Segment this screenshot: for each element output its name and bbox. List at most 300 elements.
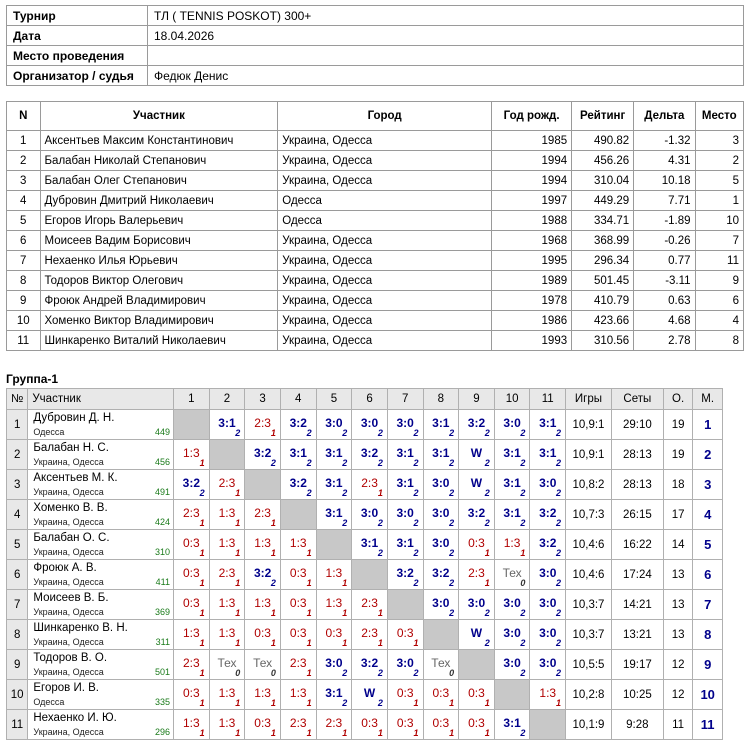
participant-cell: Украина, Одесса <box>278 251 492 271</box>
participant-cell: 296.34 <box>572 251 634 271</box>
match-points: 2 <box>556 458 562 468</box>
match-points: 1 <box>377 638 383 648</box>
row-number: 4 <box>7 500 28 530</box>
match-score: 3:2 <box>289 415 307 430</box>
player-cell <box>28 530 174 560</box>
match-result-cell <box>209 680 245 710</box>
match-result-cell <box>316 620 352 650</box>
match-points: 1 <box>199 548 205 558</box>
participant-cell: 6 <box>695 291 743 311</box>
match-result-cell <box>245 590 281 620</box>
match-result-cell <box>245 710 281 740</box>
match-result-cell <box>494 650 530 680</box>
match-result-cell <box>352 650 388 680</box>
match-score: 1:3 <box>182 445 200 460</box>
player-rating: 369 <box>154 607 171 617</box>
diagonal-cell <box>280 500 316 530</box>
participant-cell: 1985 <box>492 131 572 151</box>
match-result-cell <box>280 530 316 560</box>
player-rating: 335 <box>154 697 171 707</box>
match-result-cell <box>459 500 495 530</box>
match-result-cell <box>316 410 352 440</box>
match-points: 2 <box>484 488 490 498</box>
games-cell: 10,7:3 <box>566 500 612 530</box>
match-score: 0:3 <box>396 715 414 730</box>
match-score: W <box>363 685 376 700</box>
player-rating: 501 <box>154 667 171 677</box>
match-points: 2 <box>413 668 419 678</box>
participant-cell: Егоров Игорь Валерьевич <box>40 211 278 231</box>
match-score: 0:3 <box>289 595 307 610</box>
player-name: Балабан О. С. <box>33 532 110 544</box>
match-result-cell <box>352 470 388 500</box>
row-number: 10 <box>7 680 28 710</box>
participant-cell: 10 <box>695 211 743 231</box>
place-cell: 2 <box>693 440 723 470</box>
match-result-cell <box>352 680 388 710</box>
match-score: 0:3 <box>468 535 485 550</box>
match-points: 1 <box>270 518 276 528</box>
match-result-cell <box>423 500 459 530</box>
match-score: 3:1 <box>503 505 521 520</box>
player-city: Украина, Одесса <box>33 577 104 587</box>
match-score: 2:3 <box>218 475 236 490</box>
diagonal-cell <box>174 410 210 440</box>
match-result-cell <box>209 710 245 740</box>
match-result-cell <box>459 530 495 560</box>
match-result-cell <box>316 590 352 620</box>
group-title: Группа-1 <box>6 372 59 386</box>
match-points: 2 <box>199 488 205 498</box>
match-result-cell <box>209 410 245 440</box>
match-score: 1:3 <box>218 715 236 730</box>
match-result-cell <box>459 560 495 590</box>
participant-cell: 2 <box>7 151 41 171</box>
participant-row <box>7 331 744 351</box>
games-cell: 10,2:8 <box>566 680 612 710</box>
match-score: 0:3 <box>289 565 307 580</box>
player-name: Егоров И. В. <box>33 682 100 694</box>
player-name: Тодоров В. О. <box>33 652 108 664</box>
match-score: 0:3 <box>396 625 414 640</box>
player-name: Хоменко В. В. <box>33 502 108 514</box>
match-result-cell <box>494 500 530 530</box>
player-cell <box>28 470 174 500</box>
match-result-cell <box>209 560 245 590</box>
match-points: 1 <box>306 548 312 558</box>
player-city: Украина, Одесса <box>33 667 104 677</box>
games-cell: 10,5:5 <box>566 650 612 680</box>
match-score: 3:1 <box>432 445 450 460</box>
player-rating: 424 <box>154 517 171 527</box>
match-score: 0:3 <box>432 685 450 700</box>
match-points: 1 <box>199 578 205 588</box>
match-score: 3:2 <box>253 445 272 460</box>
match-result-cell <box>174 530 210 560</box>
match-score: 3:2 <box>432 565 450 580</box>
player-city: Одесса <box>33 427 65 437</box>
match-points: 1 <box>199 458 205 468</box>
group-row <box>7 710 723 740</box>
match-points: 1 <box>270 638 276 648</box>
match-result-cell <box>387 410 423 440</box>
match-score: 0:3 <box>325 625 343 640</box>
group-header: 11 <box>530 389 566 410</box>
group-header: 3 <box>245 389 281 410</box>
match-score: 1:3 <box>218 535 236 550</box>
match-score: Тех <box>217 655 237 670</box>
match-points: 2 <box>235 428 241 438</box>
participant-cell: -3.11 <box>634 271 695 291</box>
match-score: 3:1 <box>396 535 414 550</box>
match-points: 2 <box>306 458 312 468</box>
participant-cell: 11 <box>695 251 743 271</box>
match-score: 2:3 <box>289 655 307 670</box>
sets-cell: 9:28 <box>611 710 663 740</box>
match-points: 2 <box>556 638 562 648</box>
participant-cell: Украина, Одесса <box>278 271 492 291</box>
match-result-cell <box>423 440 459 470</box>
match-result-cell <box>280 410 316 440</box>
player-cell <box>28 680 174 710</box>
participant-cell: Хоменко Виктор Владимирович <box>40 311 278 331</box>
participant-cell: 3 <box>695 131 743 151</box>
match-points: 2 <box>556 608 562 618</box>
match-points: 2 <box>413 458 419 468</box>
match-result-cell <box>423 680 459 710</box>
match-score: 3:0 <box>503 595 521 610</box>
participant-cell: Балабан Олег Степанович <box>40 171 278 191</box>
participant-cell: Моисеев Вадим Борисович <box>40 231 278 251</box>
group-header: 2 <box>209 389 245 410</box>
match-result-cell <box>530 650 566 680</box>
match-score: 2:3 <box>361 595 378 610</box>
player-city: Одесса <box>33 697 65 707</box>
row-number: 1 <box>7 410 28 440</box>
match-score: 0:3 <box>182 565 200 580</box>
participants-header: Участник <box>40 102 278 131</box>
participant-cell: 8 <box>7 271 41 291</box>
sets-cell: 28:13 <box>611 470 663 500</box>
match-points: 2 <box>377 428 383 438</box>
match-score: 0:3 <box>254 715 271 730</box>
player-cell <box>28 650 174 680</box>
sets-cell: 29:10 <box>611 410 663 440</box>
place-cell: 7 <box>693 590 723 620</box>
match-result-cell <box>316 680 352 710</box>
group-header: Игры <box>566 389 612 410</box>
match-points: 2 <box>449 458 455 468</box>
match-score: 1:3 <box>182 715 200 730</box>
match-points: 2 <box>520 668 526 678</box>
match-points: 1 <box>556 698 562 708</box>
match-result-cell <box>494 410 530 440</box>
match-result-cell <box>459 410 495 440</box>
match-result-cell <box>459 680 495 710</box>
match-points: 1 <box>520 548 526 558</box>
match-score: 3:0 <box>325 415 343 430</box>
row-number: 7 <box>7 590 28 620</box>
match-score: 2:3 <box>254 415 271 430</box>
match-result-cell <box>245 560 281 590</box>
match-points: 2 <box>342 518 348 528</box>
participants-header: Рейтинг <box>572 102 634 131</box>
match-points: 1 <box>449 728 455 738</box>
participants-header: Дельта <box>634 102 695 131</box>
match-score: 1:3 <box>182 625 200 640</box>
match-score: 3:1 <box>539 415 557 430</box>
participants-header: N <box>7 102 41 131</box>
participant-cell: 1994 <box>492 151 572 171</box>
participant-cell: 0.77 <box>634 251 695 271</box>
match-score: 1:3 <box>218 625 236 640</box>
info-label: Место проведения <box>7 46 148 66</box>
info-value: ТЛ ( TENNIS POSKOT) 300+ <box>148 6 744 26</box>
player-city: Украина, Одесса <box>33 637 104 647</box>
match-points: 2 <box>520 428 526 438</box>
match-points: 1 <box>342 638 348 648</box>
match-result-cell <box>352 530 388 560</box>
match-score: 3:1 <box>503 715 521 730</box>
match-result-cell <box>316 650 352 680</box>
match-points: 1 <box>484 578 490 588</box>
match-result-cell <box>352 410 388 440</box>
match-points: 1 <box>235 548 241 558</box>
info-label: Организатор / судья <box>7 66 148 86</box>
match-points: 2 <box>556 428 562 438</box>
group-header: 1 <box>174 389 210 410</box>
participant-cell: 7 <box>7 251 41 271</box>
diagonal-cell <box>316 530 352 560</box>
group-row <box>7 650 723 680</box>
match-points: 1 <box>306 578 312 588</box>
match-points: 1 <box>342 578 348 588</box>
participant-cell: 410.79 <box>572 291 634 311</box>
match-result-cell <box>316 560 352 590</box>
participant-cell: 7 <box>695 231 743 251</box>
player-rating: 311 <box>155 637 171 647</box>
match-points: 1 <box>235 638 241 648</box>
match-points: 2 <box>556 488 562 498</box>
match-points: 2 <box>377 698 383 708</box>
match-result-cell <box>494 440 530 470</box>
participants-header: Место <box>695 102 743 131</box>
match-result-cell <box>494 470 530 500</box>
match-result-cell <box>530 680 566 710</box>
participant-cell: -1.32 <box>634 131 695 151</box>
match-points: 1 <box>306 668 312 678</box>
match-result-cell <box>423 650 459 680</box>
match-points: 2 <box>413 548 419 558</box>
match-score: 3:0 <box>503 415 521 430</box>
info-row <box>7 46 744 66</box>
match-result-cell <box>209 620 245 650</box>
player-cell <box>28 440 174 470</box>
match-score: 3:0 <box>539 475 557 490</box>
participant-cell: Украина, Одесса <box>278 151 492 171</box>
match-result-cell <box>174 590 210 620</box>
match-score: 3:0 <box>539 625 557 640</box>
participant-cell: 334.71 <box>572 211 634 231</box>
match-points: 2 <box>449 548 455 558</box>
participant-row <box>7 191 744 211</box>
match-result-cell <box>245 650 281 680</box>
match-score: Тех <box>431 655 451 670</box>
row-number: 6 <box>7 560 28 590</box>
match-points: 2 <box>342 488 348 498</box>
match-points: 2 <box>484 608 490 618</box>
match-result-cell <box>316 470 352 500</box>
match-result-cell <box>423 470 459 500</box>
player-city: Украина, Одесса <box>33 727 104 737</box>
match-score: 3:0 <box>360 415 379 430</box>
match-points: 1 <box>270 428 276 438</box>
group-header: № <box>7 389 28 410</box>
match-result-cell <box>245 500 281 530</box>
match-result-cell <box>459 620 495 650</box>
match-points: 0 <box>235 668 241 678</box>
participant-cell: 5 <box>695 171 743 191</box>
match-points: 1 <box>377 488 383 498</box>
participant-row <box>7 251 744 271</box>
participant-row <box>7 151 744 171</box>
match-result-cell <box>387 440 423 470</box>
match-result-cell <box>387 710 423 740</box>
match-points: 2 <box>484 638 490 648</box>
match-result-cell <box>459 590 495 620</box>
points-cell: 14 <box>663 530 693 560</box>
group-header: 8 <box>423 389 459 410</box>
match-points: 1 <box>199 518 205 528</box>
participants-header: Город <box>278 102 492 131</box>
match-points: 2 <box>342 458 348 468</box>
match-points: 1 <box>199 608 205 618</box>
match-result-cell <box>494 530 530 560</box>
row-number: 11 <box>7 710 28 740</box>
match-result-cell <box>494 620 530 650</box>
match-points: 2 <box>556 548 562 558</box>
match-points: 2 <box>270 458 276 468</box>
participant-cell: 4.68 <box>634 311 695 331</box>
match-points: 2 <box>342 668 348 678</box>
info-row <box>7 6 744 26</box>
participants-header: Год рожд. <box>492 102 572 131</box>
match-points: 1 <box>270 608 276 618</box>
participant-cell: 9 <box>7 291 41 311</box>
tournament-info-table <box>6 5 744 86</box>
match-points: 1 <box>235 518 241 528</box>
match-score: 0:3 <box>182 535 200 550</box>
match-score: 0:3 <box>182 685 200 700</box>
participant-cell: 7.71 <box>634 191 695 211</box>
match-result-cell <box>174 560 210 590</box>
sets-cell: 28:13 <box>611 440 663 470</box>
participant-cell: 1995 <box>492 251 572 271</box>
match-points: 2 <box>377 668 383 678</box>
sets-cell: 26:15 <box>611 500 663 530</box>
participant-row <box>7 231 744 251</box>
match-result-cell <box>280 560 316 590</box>
match-points: 0 <box>449 668 455 678</box>
match-result-cell <box>530 470 566 500</box>
match-result-cell <box>387 500 423 530</box>
match-points: 1 <box>270 548 276 558</box>
match-result-cell <box>352 620 388 650</box>
points-cell: 12 <box>663 680 693 710</box>
participant-cell: 1986 <box>492 311 572 331</box>
match-points: 2 <box>413 578 419 588</box>
points-cell: 12 <box>663 650 693 680</box>
match-points: 1 <box>306 608 312 618</box>
match-points: 2 <box>342 428 348 438</box>
player-city: Украина, Одесса <box>33 457 104 467</box>
games-cell: 10,9:1 <box>566 410 612 440</box>
info-label: Турнир <box>7 6 148 26</box>
participant-cell: 423.66 <box>572 311 634 331</box>
info-row <box>7 26 744 46</box>
player-cell <box>28 620 174 650</box>
diagonal-cell <box>459 650 495 680</box>
games-cell: 10,9:1 <box>566 440 612 470</box>
participant-cell: 501.45 <box>572 271 634 291</box>
match-points: 1 <box>235 728 241 738</box>
match-points: 1 <box>342 728 348 738</box>
participant-cell: Украина, Одесса <box>278 291 492 311</box>
match-score: 1:3 <box>325 565 343 580</box>
match-score: 3:0 <box>503 625 521 640</box>
player-rating: 449 <box>154 427 171 437</box>
match-score: 1:3 <box>254 685 271 700</box>
games-cell: 10,3:7 <box>566 620 612 650</box>
match-score: 3:1 <box>396 475 414 490</box>
match-result-cell <box>245 620 281 650</box>
match-result-cell <box>530 590 566 620</box>
diagonal-cell <box>423 620 459 650</box>
points-cell: 17 <box>663 500 693 530</box>
match-score: 3:0 <box>503 655 521 670</box>
match-points: 2 <box>449 608 455 618</box>
match-score: 3:0 <box>325 655 343 670</box>
player-name: Балабан Н. С. <box>33 442 109 454</box>
group-row <box>7 620 723 650</box>
participant-cell: 1989 <box>492 271 572 291</box>
match-points: 0 <box>270 668 276 678</box>
sets-cell: 17:24 <box>611 560 663 590</box>
match-score: 3:1 <box>503 445 521 460</box>
match-result-cell <box>280 440 316 470</box>
match-points: 2 <box>449 488 455 498</box>
match-result-cell <box>280 620 316 650</box>
match-result-cell <box>209 500 245 530</box>
participant-cell: Аксентьев Максим Константинович <box>40 131 278 151</box>
place-cell: 3 <box>693 470 723 500</box>
place-cell: 9 <box>693 650 723 680</box>
games-cell: 10,8:2 <box>566 470 612 500</box>
match-points: 1 <box>235 698 241 708</box>
match-score: 0:3 <box>182 595 200 610</box>
group-row <box>7 530 723 560</box>
group-header: 5 <box>316 389 352 410</box>
match-points: 0 <box>520 578 526 588</box>
match-points: 2 <box>449 428 455 438</box>
row-number: 2 <box>7 440 28 470</box>
participant-cell: 2.78 <box>634 331 695 351</box>
match-result-cell <box>245 410 281 440</box>
match-result-cell <box>387 620 423 650</box>
games-cell: 10,3:7 <box>566 590 612 620</box>
match-result-cell <box>459 710 495 740</box>
participant-cell: Одесса <box>278 211 492 231</box>
